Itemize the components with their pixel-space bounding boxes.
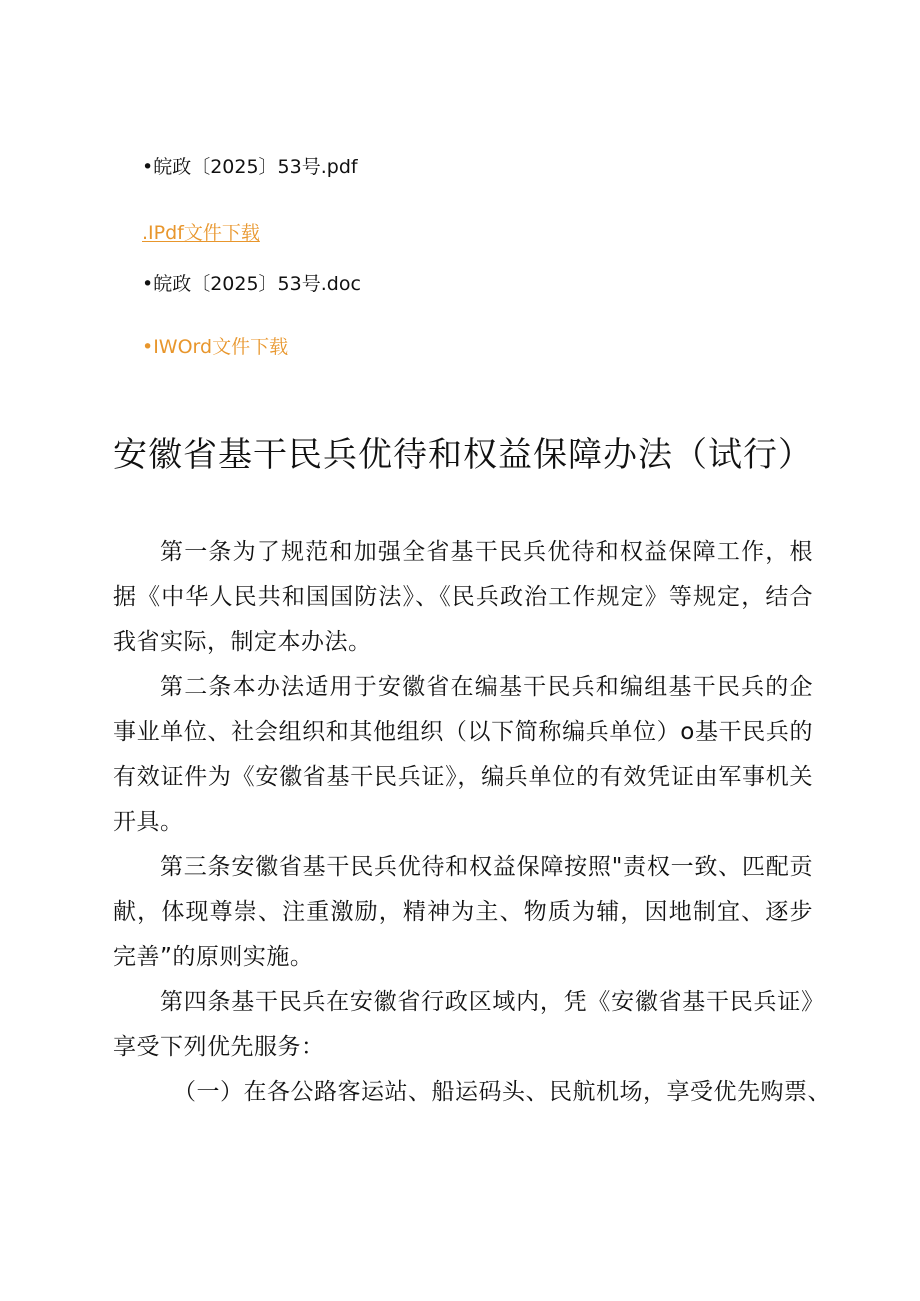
- pdf-download-link[interactable]: .IPdf文件下载: [142, 222, 260, 244]
- article-4-paragraph: 第四条基干民兵在安徽省行政区域内，凭《安徽省基干民兵证》享受下列优先服务：: [113, 989, 813, 1060]
- word-download-link[interactable]: •IWOrd文件下载: [142, 336, 289, 358]
- attachment-pdf-filename: •皖政〔2025〕53号.pdf: [142, 156, 358, 178]
- article-2-paragraph: 第二条本办法适用于安徽省在编基干民兵和编组基干民兵的企事业单位、社会组织和其他组织（以下简称编兵单位）o基干民兵的有效证件为《安徽省基干民兵证》，编兵单位的有效凭证由军事机关开具。: [113, 674, 813, 835]
- document-body: [113, 530, 831, 1115]
- article-4-item-1: （一）在各公路客运站、船运码头、民航机场，享受优先购票、: [173, 1079, 831, 1105]
- article-3-paragraph: 第三条安徽省基干民兵优待和权益保障按照"责权一致、匹配贡献，体现尊崇、注重激励，精神为主、物质为辅，因地制宜、逐步完善”的原则实施。: [113, 854, 813, 970]
- document-title: 安徽省基干民兵优待和权益保障办法（试行）: [113, 435, 813, 475]
- attachment-doc-filename: •皖政〔2025〕53号.doc: [142, 273, 361, 295]
- article-1-paragraph: 第一条为了规范和加强全省基干民兵优待和权益保障工作，根据《中华人民共和国国防法》、《民兵政治工作规定》等规定，结合我省实际，制定本办法。: [113, 539, 813, 655]
